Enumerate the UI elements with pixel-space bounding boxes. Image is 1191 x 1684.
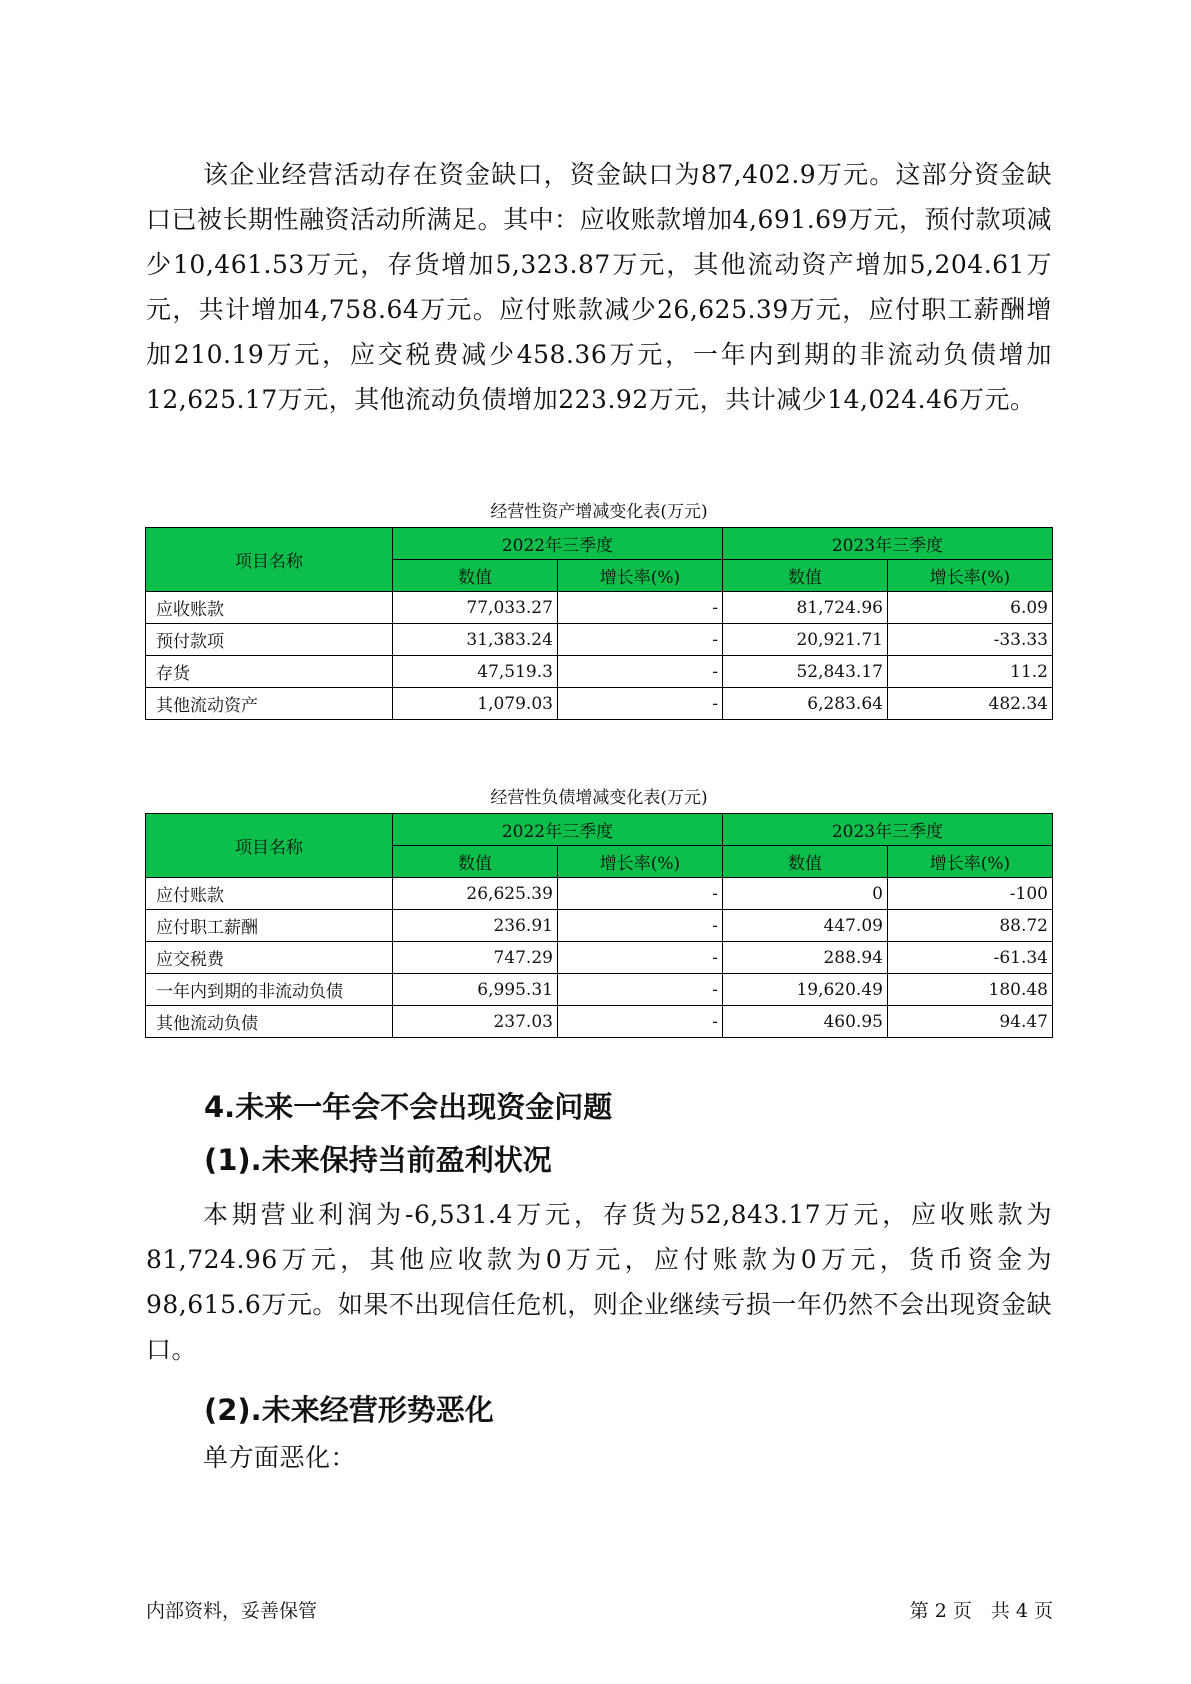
cell-growth-2022: - [557,942,722,974]
cell-value-2023: 6,283.64 [722,688,887,720]
column-header-period-1: 2022年三季度 [392,814,722,846]
subheader-growth: 增长率(%) [557,846,722,878]
subsection-heading-4-2: (2).未来经营形势恶化 [204,1393,494,1427]
cell-value-2023: 19,620.49 [722,974,887,1006]
column-header-item: 项目名称 [146,528,393,592]
cell-value-2022: 237.03 [392,1006,557,1038]
row-name: 预付款项 [146,624,393,656]
cell-growth-2022: - [557,656,722,688]
cell-growth-2022: - [557,624,722,656]
footer-confidential-note: 内部资料，妥善保管 [146,1600,318,1622]
subheader-growth: 增长率(%) [887,560,1052,592]
liabilities-table-caption: 经营性负债增减变化表(万元) [490,788,708,808]
subheader-value: 数值 [392,560,557,592]
column-header-period-1: 2022年三季度 [392,528,722,560]
table-row [146,624,1053,656]
row-name: 应付账款 [146,878,393,910]
footer-page-number: 第 2 页 共 4 页 [909,1600,1053,1622]
subheader-value: 数值 [392,846,557,878]
cell-growth-2022: - [557,592,722,624]
cell-growth-2022: - [557,910,722,942]
cell-value-2022: 26,625.39 [392,878,557,910]
row-name: 应付职工薪酬 [146,910,393,942]
column-header-period-2: 2023年三季度 [722,814,1052,846]
cell-growth-2023: -61.34 [887,942,1052,974]
table-row [146,878,1053,910]
cell-growth-2023: 88.72 [887,910,1052,942]
cell-growth-2023: -33.33 [887,624,1052,656]
cell-value-2023: 460.95 [722,1006,887,1038]
row-name: 一年内到期的非流动负债 [146,974,393,1006]
cell-growth-2023: 11.2 [887,656,1052,688]
column-header-item: 项目名称 [146,814,393,878]
table-row [146,974,1053,1006]
table-row [146,656,1053,688]
subheader-value: 数值 [722,846,887,878]
table-header-row [146,528,1053,560]
cell-growth-2023: 482.34 [887,688,1052,720]
cell-growth-2023: 180.48 [887,974,1052,1006]
table-row [146,942,1053,974]
subheader-growth: 增长率(%) [557,560,722,592]
cell-value-2023: 0 [722,878,887,910]
section-heading-4: 4.未来一年会不会出现资金问题 [204,1090,613,1124]
cell-value-2022: 47,519.3 [392,656,557,688]
row-name: 应交税费 [146,942,393,974]
cell-growth-2022: - [557,878,722,910]
cell-value-2023: 447.09 [722,910,887,942]
cell-value-2022: 77,033.27 [392,592,557,624]
row-name: 其他流动资产 [146,688,393,720]
cell-growth-2023: 6.09 [887,592,1052,624]
cell-value-2022: 747.29 [392,942,557,974]
cell-value-2022: 6,995.31 [392,974,557,1006]
cell-growth-2022: - [557,1006,722,1038]
cell-value-2022: 236.91 [392,910,557,942]
cell-growth-2023: -100 [887,878,1052,910]
cell-value-2023: 52,843.17 [722,656,887,688]
subheader-growth: 增长率(%) [887,846,1052,878]
cell-value-2023: 81,724.96 [722,592,887,624]
paragraph-unilateral-deterioration: 单方面恶化： [203,1443,357,1472]
table-header-row [146,814,1053,846]
paragraph-funding-gap: 该企业经营活动存在资金缺口，资金缺口为87,402.9万元。这部分资金缺口已被长期性融资活动所满足。其中：应收账款增加4,691.69万元，预付款项减少10,461.53万元，存货增加5,323.87万元，其他流动资产增加5,204.61万元，共计增加4,758.64万元。应付账款减少26,625.39万元，应付职工薪酬增加210.19万元，应交税费减少458.36万元，一年内到期的非流动负债增加12,625.17万元，其他流动负债增加223.92万元，共计减少14,024.46万元。 [146,160,1052,414]
cell-growth-2022: - [557,688,722,720]
cell-value-2022: 1,079.03 [392,688,557,720]
column-header-period-2: 2023年三季度 [722,528,1052,560]
operating-assets-table [145,527,1053,720]
table-row [146,1006,1053,1038]
table-row [146,910,1053,942]
row-name: 应收账款 [146,592,393,624]
table-row [146,688,1053,720]
assets-table-caption: 经营性资产增减变化表(万元) [490,502,708,522]
cell-value-2023: 20,921.71 [722,624,887,656]
cell-growth-2023: 94.47 [887,1006,1052,1038]
row-name: 其他流动负债 [146,1006,393,1038]
row-name: 存货 [146,656,393,688]
subsection-heading-4-1: (1).未来保持当前盈利状况 [204,1143,552,1177]
cell-value-2022: 31,383.24 [392,624,557,656]
table-row [146,592,1053,624]
cell-growth-2022: - [557,974,722,1006]
cell-value-2023: 288.94 [722,942,887,974]
subheader-value: 数值 [722,560,887,592]
operating-liabilities-table [145,813,1053,1038]
paragraph-current-profit: 本期营业利润为-6,531.4万元，存货为52,843.17万元，应收账款为81,724.96万元，其他应收款为0万元，应付账款为0万元，货币资金为98,615.6万元。如果不出现信任危机，则企业继续亏损一年仍然不会出现资金缺口。 [146,1200,1052,1364]
